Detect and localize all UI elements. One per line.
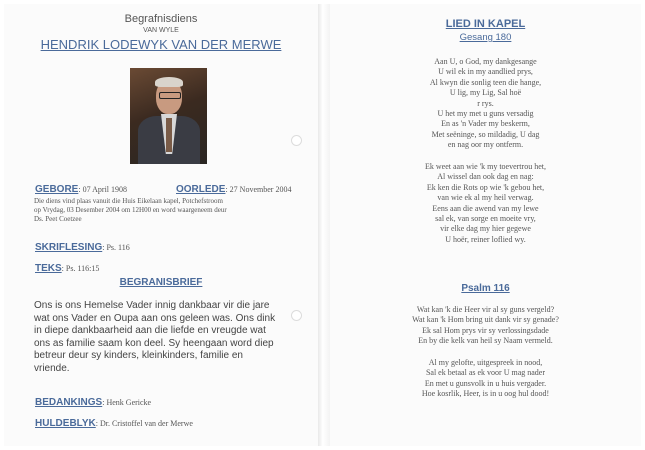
verse-line: En as 'n Vader my beskerm, (441, 119, 530, 129)
psalm-title: Psalm 116 (461, 283, 510, 294)
psalm-stanza-2 (330, 358, 641, 400)
letter-line: ons as familie saam kon deel. Sy heengaan word diep (34, 337, 274, 349)
hymn-stanza-1 (330, 57, 641, 151)
verse-line: van wie ek al my heil verwag. (437, 193, 534, 203)
thanks-label: BEDANKINGS (35, 397, 103, 408)
verse-line: Wat kan 'k die Heer vir al sy guns vergeld? (416, 305, 555, 314)
portrait-photo (130, 68, 207, 164)
born-row (35, 179, 127, 197)
verse-line: Ek ken die Rots op wie 'k gebou het, (426, 182, 545, 192)
punch-hole (291, 135, 302, 146)
verse-line: Hoe kosrlik, Heer, is in u oog hul dood! (421, 389, 550, 399)
verse-line: vir elke dag my hier gegewe (440, 224, 531, 234)
verse-line: U lig, my Lig, Sal hoë (449, 88, 522, 98)
letter-line: Ons is ons Hemelse Vader innig dankbaar vir die jare (34, 300, 270, 311)
letter-title: BEGRANISBRIEF (119, 277, 203, 288)
died-row (176, 179, 291, 197)
verse-line: Aan U, o God, my dankgesange (434, 57, 537, 66)
hymn-number: Gesang 180 (459, 32, 512, 43)
verse-line: Al wissel dan ook dag en nag: (437, 172, 534, 182)
letter-body (34, 300, 308, 376)
letter-line: vriende. (34, 362, 70, 374)
tribute-row (35, 413, 193, 431)
thanks-value: : Henk Gericke (102, 398, 152, 407)
text-row (35, 258, 99, 276)
thanks-row (35, 392, 151, 410)
page-fold (318, 4, 330, 446)
died-value: : 27 November 2004 (225, 185, 292, 194)
born-label: GEBORE (35, 184, 79, 195)
verse-line: En met u gunsvolk in u huis vergader. (424, 378, 547, 388)
service-details (34, 197, 306, 224)
verse-line: sal ek, van sorge en moeite vry, (435, 214, 536, 224)
verse-line: U wil ek in my aandlied prys, (438, 67, 533, 77)
verse-line: en nag oor my ontferm. (447, 140, 524, 150)
service-line: Die diens vind plaas vanuit die Huis Eikelaan kapel, Potchefstroom (34, 197, 223, 205)
psalm-stanza-1 (330, 305, 641, 347)
deceased-name: HENDRIK LODEWYK VAN DER MERWE (40, 37, 282, 52)
verse-line: En by die kelk van heil sy Naam vermeld. (418, 336, 553, 346)
born-value: : 07 April 1908 (78, 185, 128, 194)
verse-line: Ek weet aan wie 'k my toevertrou het, (425, 162, 546, 171)
verse-line: Met seëninge, so mildadig, U dag (431, 129, 540, 139)
tribute-label: HULDEBLYK (35, 418, 96, 429)
hymn-stanza-2 (330, 162, 641, 245)
scripture-value: : Ps. 116 (102, 243, 130, 252)
text-value: : Ps. 116:15 (61, 264, 100, 273)
service-line: op Vrydag, 03 Desember 2004 om 12H00 en word waargeneem deur (34, 206, 227, 214)
verse-line: Wat kan 'k Hom bring uit dank vir sy genade? (412, 315, 559, 325)
died-label: OORLEDE (176, 184, 226, 195)
verse-line: r rys. (477, 98, 494, 108)
service-heading: Begrafnisdiens (124, 13, 198, 25)
verse-line: U het my met u guns versadig (437, 109, 534, 119)
punch-hole (291, 310, 302, 321)
verse-line: Sal ek betaal as ek voor U mag nader (425, 368, 546, 378)
tribute-value: : Dr. Cristoffel van der Merwe (95, 419, 193, 428)
song-title: LIED IN KAPEL (445, 18, 526, 30)
letter-line: in diepe dankbaarheid aan die liefde en vreugde wat (34, 325, 266, 337)
letter-line: wat ons Vader en Oupa aan ons geleen was. Ons dink (34, 312, 276, 324)
scripture-row (35, 237, 130, 255)
left-page (4, 4, 318, 446)
text-label: TEKS (35, 263, 62, 274)
verse-line: U hoër, reiner loflied wy. (445, 234, 526, 244)
service-subheading: VAN WYLE (143, 27, 179, 34)
service-line: Ds. Peet Coetzee (34, 215, 82, 223)
verse-line: Al my gelofte, uitgespreek in nood, (428, 358, 543, 367)
verse-line: Eens aan die awend van my lewe (432, 203, 539, 213)
scripture-label: SKRIFLESING (35, 242, 103, 253)
letter-line: betreur deur sy kinders, kleinkinders, familie en (34, 350, 243, 362)
right-page (330, 4, 641, 446)
verse-line: Al kwyn die sonlig teen die hange, (429, 77, 542, 87)
verse-line: Ek sal Hom prys vir sy verlossingsdade (422, 325, 549, 335)
